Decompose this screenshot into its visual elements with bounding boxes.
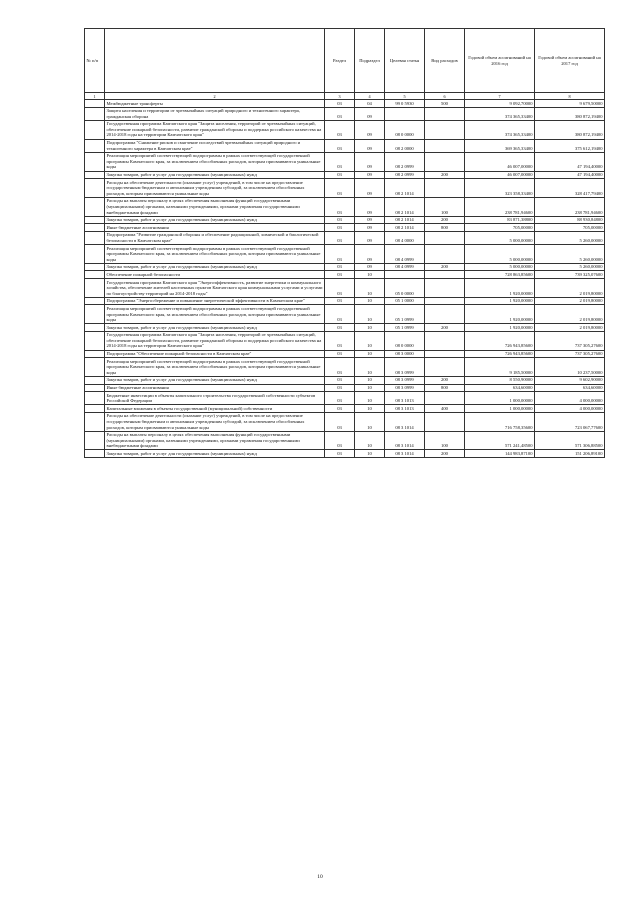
- row-name-cell: Государственная программа Камчатского края "Защита населения, территорий от чрезвычайных ситуаций, обеспечение пожарной безопасности, развитие гражданской обороны и поддержка российского казачества на 2014-2018 годы на территории Камчатского края": [105, 331, 325, 350]
- table-row: [85, 384, 605, 392]
- table-row: [85, 324, 605, 332]
- row-amount-2016-cell: 144 983,87100: [465, 450, 535, 458]
- row-vid-cell: 800: [425, 224, 465, 232]
- row-statya-cell: 08 2 1014: [385, 197, 425, 216]
- row-number-cell: [85, 350, 105, 358]
- row-vid-cell: [425, 331, 465, 350]
- row-statya-cell: 08 4 0000: [385, 231, 425, 244]
- column-numbers-row: [85, 93, 605, 100]
- header-2016: Годовой объем ассигнований на 2016 год: [465, 29, 535, 93]
- row-razdel-cell: 03: [325, 405, 355, 413]
- row-number-cell: [85, 152, 105, 171]
- table-row: [85, 139, 605, 152]
- row-number-cell: [85, 231, 105, 244]
- row-amount-2017-cell: 5 260,00000: [535, 245, 605, 264]
- row-vid-cell: 800: [425, 384, 465, 392]
- row-vid-cell: [425, 231, 465, 244]
- row-amount-2016-cell: 1 920,00000: [465, 324, 535, 332]
- row-razdel-cell: 03: [325, 139, 355, 152]
- row-statya-cell: 08 3 0999: [385, 376, 425, 384]
- row-name-cell: Обеспечение пожарной безопасности: [105, 271, 325, 279]
- row-vid-cell: 200: [425, 171, 465, 179]
- table-row: [85, 450, 605, 458]
- row-number-cell: [85, 120, 105, 139]
- row-amount-2017-cell: 9 679,50000: [535, 100, 605, 108]
- table-row: [85, 412, 605, 431]
- row-podrazdel-cell: 09: [355, 139, 385, 152]
- row-amount-2016-cell: 374 365,33400: [465, 120, 535, 139]
- row-podrazdel-cell: 10: [355, 384, 385, 392]
- row-razdel-cell: 03: [325, 392, 355, 405]
- column-number: 8: [535, 93, 605, 100]
- row-podrazdel-cell: 10: [355, 305, 385, 324]
- row-podrazdel-cell: 09: [355, 107, 385, 120]
- row-razdel-cell: 03: [325, 279, 355, 298]
- row-razdel-cell: 03: [325, 107, 355, 120]
- table-row: [85, 107, 605, 120]
- table-row: [85, 100, 605, 108]
- row-vid-cell: 400: [425, 405, 465, 413]
- row-number-cell: [85, 139, 105, 152]
- row-statya-cell: 08 3 1014: [385, 431, 425, 450]
- row-number-cell: [85, 412, 105, 431]
- header-podrazdel: Подраздел: [355, 29, 385, 93]
- row-statya-cell: 08 2 1014: [385, 224, 425, 232]
- row-podrazdel-cell: 09: [355, 179, 385, 198]
- row-name-cell: Реализация мероприятий соответствующей подпрограммы в рамках соответствующей государственной программы Камчатского края, за исключением обособленных расходов, которым присваиваются уникальные коды: [105, 245, 325, 264]
- row-statya-cell: 08 3 1014: [385, 450, 425, 458]
- row-name-cell: Иные бюджетные ассигнования: [105, 384, 325, 392]
- table-row: [85, 231, 605, 244]
- table-row: [85, 305, 605, 324]
- row-razdel-cell: 03: [325, 450, 355, 458]
- row-statya-cell: 08 3 0999: [385, 358, 425, 377]
- row-razdel-cell: 03: [325, 263, 355, 271]
- row-statya-cell: 05 1 0999: [385, 324, 425, 332]
- budget-table: [84, 28, 605, 458]
- row-podrazdel-cell: 10: [355, 405, 385, 413]
- row-amount-2016-cell: 46 007,00000: [465, 152, 535, 171]
- row-podrazdel-cell: 09: [355, 171, 385, 179]
- column-number: 4: [355, 93, 385, 100]
- row-number-cell: [85, 297, 105, 305]
- row-number-cell: [85, 376, 105, 384]
- row-number-cell: [85, 224, 105, 232]
- header-razdel: Раздел: [325, 29, 355, 93]
- header-vid: Вид расходов: [425, 29, 465, 93]
- row-podrazdel-cell: 10: [355, 412, 385, 431]
- row-number-cell: [85, 331, 105, 350]
- row-podrazdel-cell: 09: [355, 152, 385, 171]
- row-statya-cell: 05 1 0999: [385, 305, 425, 324]
- row-statya-cell: 05 1 0000: [385, 297, 425, 305]
- row-razdel-cell: 03: [325, 412, 355, 431]
- row-vid-cell: [425, 152, 465, 171]
- row-podrazdel-cell: 09: [355, 197, 385, 216]
- row-podrazdel-cell: 10: [355, 297, 385, 305]
- row-amount-2016-cell: 46 007,00000: [465, 171, 535, 179]
- row-vid-cell: 200: [425, 216, 465, 224]
- row-amount-2017-cell: 2 019,80000: [535, 279, 605, 298]
- row-name-cell: Подпрограмма "Снижение рисков и смягчение последствий чрезвычайных ситуаций природного и техногенного характера в Камчатском крае": [105, 139, 325, 152]
- row-razdel-cell: 03: [325, 324, 355, 332]
- row-number-cell: [85, 279, 105, 298]
- row-podrazdel-cell: 10: [355, 376, 385, 384]
- row-vid-cell: [425, 358, 465, 377]
- row-podrazdel-cell: 04: [355, 100, 385, 108]
- row-number-cell: [85, 405, 105, 413]
- row-name-cell: Закупка товаров, работ и услуг для государственных (муниципальных) нужд: [105, 376, 325, 384]
- row-name-cell: Подпрограмма "Развитие гражданской обороны и обеспечение радиационной, химической и биологической безопасности в Камчатском крае": [105, 231, 325, 244]
- row-name-cell: Закупка товаров, работ и услуг для государственных (муниципальных) нужд: [105, 263, 325, 271]
- row-razdel-cell: 03: [325, 271, 355, 279]
- row-number-cell: [85, 263, 105, 271]
- row-razdel-cell: 03: [325, 152, 355, 171]
- row-amount-2016-cell: 726 943,85600: [465, 331, 535, 350]
- row-statya-cell: 08 2 1014: [385, 216, 425, 224]
- row-statya-cell: 08 0 0000: [385, 331, 425, 350]
- row-podrazdel-cell: 10: [355, 431, 385, 450]
- row-statya-cell: 08 2 0000: [385, 139, 425, 152]
- table-row: [85, 224, 605, 232]
- row-name-cell: Межбюджетные трансферты: [105, 100, 325, 108]
- row-number-cell: [85, 358, 105, 377]
- table-row: [85, 263, 605, 271]
- row-number-cell: [85, 179, 105, 198]
- row-amount-2016-cell: 1 000,00000: [465, 392, 535, 405]
- row-razdel-cell: 03: [325, 224, 355, 232]
- row-amount-2016-cell: 238 781,94600: [465, 197, 535, 216]
- row-name-cell: Расходы на обеспечение деятельности (оказание услуг) учреждений, в том числе на предоставление государственным бюджетным и автономным учреждениям субсидий, за исключением обособленных расходов, которым присваиваются уникальные коды: [105, 179, 325, 198]
- row-amount-2017-cell: 328 417,79400: [535, 179, 605, 198]
- row-podrazdel-cell: 10: [355, 358, 385, 377]
- header-2017: Годовой объем ассигнований на 2017 год: [535, 29, 605, 93]
- row-amount-2016-cell: 1 920,00000: [465, 305, 535, 324]
- row-statya-cell: 08 0 0000: [385, 120, 425, 139]
- row-statya-cell: 05 0 0000: [385, 279, 425, 298]
- row-vid-cell: 100: [425, 431, 465, 450]
- row-statya-cell: 08 3 1013: [385, 392, 425, 405]
- table-row: [85, 358, 605, 377]
- row-statya-cell: 08 2 0999: [385, 171, 425, 179]
- row-vid-cell: 500: [425, 100, 465, 108]
- row-statya-cell: 08 4 0999: [385, 263, 425, 271]
- row-amount-2017-cell: 10 237,50000: [535, 358, 605, 377]
- row-number-cell: [85, 392, 105, 405]
- row-statya-cell: 08 3 0999: [385, 384, 425, 392]
- row-statya-cell: [385, 107, 425, 120]
- table-row: [85, 171, 605, 179]
- row-number-cell: [85, 324, 105, 332]
- row-amount-2016-cell: 716 758,35600: [465, 412, 535, 431]
- row-podrazdel-cell: 09: [355, 231, 385, 244]
- row-statya-cell: 08 2 0999: [385, 152, 425, 171]
- table-row: [85, 120, 605, 139]
- row-razdel-cell: 03: [325, 216, 355, 224]
- row-statya-cell: 99 0 5930: [385, 100, 425, 108]
- row-amount-2017-cell: 2 019,80000: [535, 324, 605, 332]
- header-num: № п/п: [85, 29, 105, 93]
- row-razdel-cell: 03: [325, 100, 355, 108]
- table-row: [85, 216, 605, 224]
- row-razdel-cell: 03: [325, 376, 355, 384]
- row-podrazdel-cell: 09: [355, 224, 385, 232]
- row-razdel-cell: 03: [325, 179, 355, 198]
- row-amount-2017-cell: 380 872,19400: [535, 120, 605, 139]
- table-row: [85, 350, 605, 358]
- row-name-cell: Реализация мероприятий соответствующей подпрограммы в рамках соответствующей государственной программы Камчатского края, за исключением обособленных расходов, которым присваиваются уникальные коды: [105, 152, 325, 171]
- row-amount-2017-cell: 88 930,84800: [535, 216, 605, 224]
- row-statya-cell: 08 4 0999: [385, 245, 425, 264]
- row-number-cell: [85, 245, 105, 264]
- row-name-cell: Расходы на выплаты персоналу в целях обеспечения выполнения функций государственными (муниципальными) органами, казенными учреждениями, органами управления государственными внебюджетными фондами: [105, 431, 325, 450]
- row-razdel-cell: 03: [325, 350, 355, 358]
- row-vid-cell: 200: [425, 263, 465, 271]
- row-number-cell: [85, 171, 105, 179]
- row-statya-cell: [385, 271, 425, 279]
- row-name-cell: Реализация мероприятий соответствующей подпрограммы в рамках соответствующей государственной программы Камчатского края, за исключением обособленных расходов, которым присваиваются уникальные коды: [105, 358, 325, 377]
- row-statya-cell: 08 3 1013: [385, 405, 425, 413]
- row-statya-cell: 08 3 0000: [385, 350, 425, 358]
- row-name-cell: Закупка товаров, работ и услуг для государственных (муниципальных) нужд: [105, 324, 325, 332]
- row-statya-cell: 08 2 1014: [385, 179, 425, 198]
- row-amount-2017-cell: 737 305,27600: [535, 331, 605, 350]
- table-row: [85, 405, 605, 413]
- row-number-cell: [85, 450, 105, 458]
- row-name-cell: Иные бюджетные ассигнования: [105, 224, 325, 232]
- row-amount-2016-cell: 8 550,90000: [465, 376, 535, 384]
- row-number-cell: [85, 197, 105, 216]
- page-number: 10: [317, 874, 323, 880]
- row-vid-cell: [425, 279, 465, 298]
- row-amount-2016-cell: 5 000,00000: [465, 245, 535, 264]
- row-name-cell: Закупка товаров, работ и услуг для государственных (муниципальных) нужд: [105, 171, 325, 179]
- row-podrazdel-cell: 09: [355, 216, 385, 224]
- row-razdel-cell: 03: [325, 384, 355, 392]
- row-amount-2016-cell: 9 092,70000: [465, 100, 535, 108]
- row-amount-2017-cell: 739 325,07600: [535, 271, 605, 279]
- table-row: [85, 179, 605, 198]
- column-number: 1: [85, 93, 105, 100]
- table-row: [85, 431, 605, 450]
- row-podrazdel-cell: 10: [355, 331, 385, 350]
- row-podrazdel-cell: 10: [355, 450, 385, 458]
- table-row: [85, 152, 605, 171]
- row-number-cell: [85, 305, 105, 324]
- row-amount-2016-cell: 369 365,33400: [465, 139, 535, 152]
- table-header-row: [85, 29, 605, 93]
- row-name-cell: Закупка товаров, работ и услуг для государственных (муниципальных) нужд: [105, 216, 325, 224]
- row-name-cell: Подпрограмма "Энергосбережение и повышение энергетической эффективности в Камчатском крае": [105, 297, 325, 305]
- row-number-cell: [85, 100, 105, 108]
- row-amount-2017-cell: 380 872,19400: [535, 107, 605, 120]
- row-razdel-cell: 03: [325, 231, 355, 244]
- row-razdel-cell: 03: [325, 358, 355, 377]
- row-amount-2016-cell: 1 920,00000: [465, 297, 535, 305]
- row-amount-2016-cell: 9 185,50000: [465, 358, 535, 377]
- row-vid-cell: [425, 412, 465, 431]
- row-vid-cell: [425, 139, 465, 152]
- row-amount-2016-cell: 83 871,38800: [465, 216, 535, 224]
- row-amount-2017-cell: 375 612,19400: [535, 139, 605, 152]
- row-podrazdel-cell: 10: [355, 392, 385, 405]
- row-vid-cell: [425, 271, 465, 279]
- table-row: [85, 197, 605, 216]
- row-number-cell: [85, 431, 105, 450]
- row-amount-2017-cell: 238 781,94600: [535, 197, 605, 216]
- row-vid-cell: [425, 245, 465, 264]
- table-row: [85, 297, 605, 305]
- row-podrazdel-cell: 10: [355, 324, 385, 332]
- row-name-cell: Расходы на выплаты персоналу в целях обеспечения выполнения функций государственными (муниципальными) органами, казенными учреждениями, органами управления государственными внебюджетными фондами: [105, 197, 325, 216]
- row-razdel-cell: 03: [325, 245, 355, 264]
- table-row: [85, 392, 605, 405]
- row-amount-2017-cell: 4 000,00000: [535, 405, 605, 413]
- row-vid-cell: 200: [425, 324, 465, 332]
- row-amount-2017-cell: 2 019,80000: [535, 297, 605, 305]
- column-number: 6: [425, 93, 465, 100]
- row-name-cell: Подпрограмма "Обеспечение пожарной безопасности в Камчатском крае": [105, 350, 325, 358]
- table-body: [85, 93, 605, 458]
- row-name-cell: Защита населения и территории от чрезвычайных ситуаций природного и техногенного характера, гражданская оборона: [105, 107, 325, 120]
- row-name-cell: Расходы на обеспечение деятельности (оказание услуг) учреждений, в том числе на предоставление государственным бюджетным и автономным учреждениям субсидий, за исключением обособленных расходов, которым присваиваются уникальные коды: [105, 412, 325, 431]
- row-name-cell: Капитальные вложения в объекты государственной (муниципальной) собственности: [105, 405, 325, 413]
- row-name-cell: Бюджетные инвестиции в объекты капитального строительства государственной собственности субъектов Российской Федерации: [105, 392, 325, 405]
- row-number-cell: [85, 384, 105, 392]
- row-vid-cell: [425, 107, 465, 120]
- row-amount-2016-cell: 323 358,33400: [465, 179, 535, 198]
- row-amount-2016-cell: 5 000,00000: [465, 231, 535, 244]
- row-razdel-cell: 03: [325, 297, 355, 305]
- row-statya-cell: 08 3 1014: [385, 412, 425, 431]
- row-amount-2016-cell: 634,60000: [465, 384, 535, 392]
- column-number: 2: [105, 93, 325, 100]
- header-statya: Целевая статья: [385, 29, 425, 93]
- row-vid-cell: [425, 120, 465, 139]
- table-row: [85, 331, 605, 350]
- table-row: [85, 245, 605, 264]
- table-row: [85, 376, 605, 384]
- row-name-cell: Государственная программа Камчатского края "Энергоэффективность, развитие энергетики и коммунального хозяйства, обеспечение жителей населенных пунктов Камчатского края коммунальными услугами и услугами по благоустройству территорий на 2014-2018 годы": [105, 279, 325, 298]
- row-razdel-cell: 03: [325, 431, 355, 450]
- row-vid-cell: 200: [425, 450, 465, 458]
- row-amount-2017-cell: 5 260,00000: [535, 231, 605, 244]
- column-number: 7: [465, 93, 535, 100]
- row-podrazdel-cell: 09: [355, 245, 385, 264]
- row-amount-2017-cell: 4 000,00000: [535, 392, 605, 405]
- row-amount-2016-cell: 1 920,00000: [465, 279, 535, 298]
- row-razdel-cell: 03: [325, 305, 355, 324]
- row-vid-cell: 100: [425, 197, 465, 216]
- row-razdel-cell: 03: [325, 331, 355, 350]
- row-amount-2017-cell: 723 067,77600: [535, 412, 605, 431]
- row-vid-cell: [425, 350, 465, 358]
- row-amount-2017-cell: 9 602,90000: [535, 376, 605, 384]
- row-number-cell: [85, 107, 105, 120]
- row-vid-cell: [425, 297, 465, 305]
- row-name-cell: Закупка товаров, работ и услуг для государственных (муниципальных) нужд: [105, 450, 325, 458]
- row-amount-2016-cell: 1 000,00000: [465, 405, 535, 413]
- row-amount-2016-cell: 728 863,85600: [465, 271, 535, 279]
- document-page: [84, 28, 604, 458]
- row-vid-cell: 200: [425, 376, 465, 384]
- row-amount-2017-cell: 705,00000: [535, 224, 605, 232]
- row-amount-2017-cell: 5 260,00000: [535, 263, 605, 271]
- row-name-cell: Государственная программа Камчатского края "Защита населения, территорий от чрезвычайных ситуаций, обеспечение пожарной безопасности, развитие гражданской обороны и поддержка российского казачества на 2014-2018 годы на территории Камчатского края": [105, 120, 325, 139]
- row-razdel-cell: 03: [325, 197, 355, 216]
- row-razdel-cell: 03: [325, 171, 355, 179]
- row-amount-2016-cell: 705,00000: [465, 224, 535, 232]
- table-row: [85, 271, 605, 279]
- row-amount-2017-cell: 151 206,89100: [535, 450, 605, 458]
- row-vid-cell: [425, 305, 465, 324]
- row-podrazdel-cell: 09: [355, 120, 385, 139]
- row-amount-2016-cell: 374 365,33400: [465, 107, 535, 120]
- row-amount-2016-cell: 726 943,85600: [465, 350, 535, 358]
- row-amount-2016-cell: 5 000,00000: [465, 263, 535, 271]
- row-amount-2017-cell: 634,60000: [535, 384, 605, 392]
- column-number: 3: [325, 93, 355, 100]
- row-number-cell: [85, 271, 105, 279]
- row-podrazdel-cell: 10: [355, 350, 385, 358]
- row-podrazdel-cell: 10: [355, 279, 385, 298]
- row-amount-2017-cell: 47 194,40000: [535, 152, 605, 171]
- row-vid-cell: [425, 179, 465, 198]
- row-amount-2017-cell: 2 019,80000: [535, 305, 605, 324]
- row-number-cell: [85, 216, 105, 224]
- table-row: [85, 279, 605, 298]
- row-vid-cell: [425, 392, 465, 405]
- header-name: [105, 29, 325, 93]
- row-name-cell: Реализация мероприятий соответствующей подпрограммы в рамках соответствующей государственной программы Камчатского края, за исключением обособленных расходов, которым присваиваются уникальные коды: [105, 305, 325, 324]
- row-amount-2017-cell: 571 306,88500: [535, 431, 605, 450]
- row-podrazdel-cell: 10: [355, 271, 385, 279]
- row-amount-2016-cell: 571 241,48500: [465, 431, 535, 450]
- column-number: 5: [385, 93, 425, 100]
- row-amount-2017-cell: 737 305,27600: [535, 350, 605, 358]
- row-amount-2017-cell: 47 194,40000: [535, 171, 605, 179]
- row-podrazdel-cell: 09: [355, 263, 385, 271]
- row-razdel-cell: 03: [325, 120, 355, 139]
